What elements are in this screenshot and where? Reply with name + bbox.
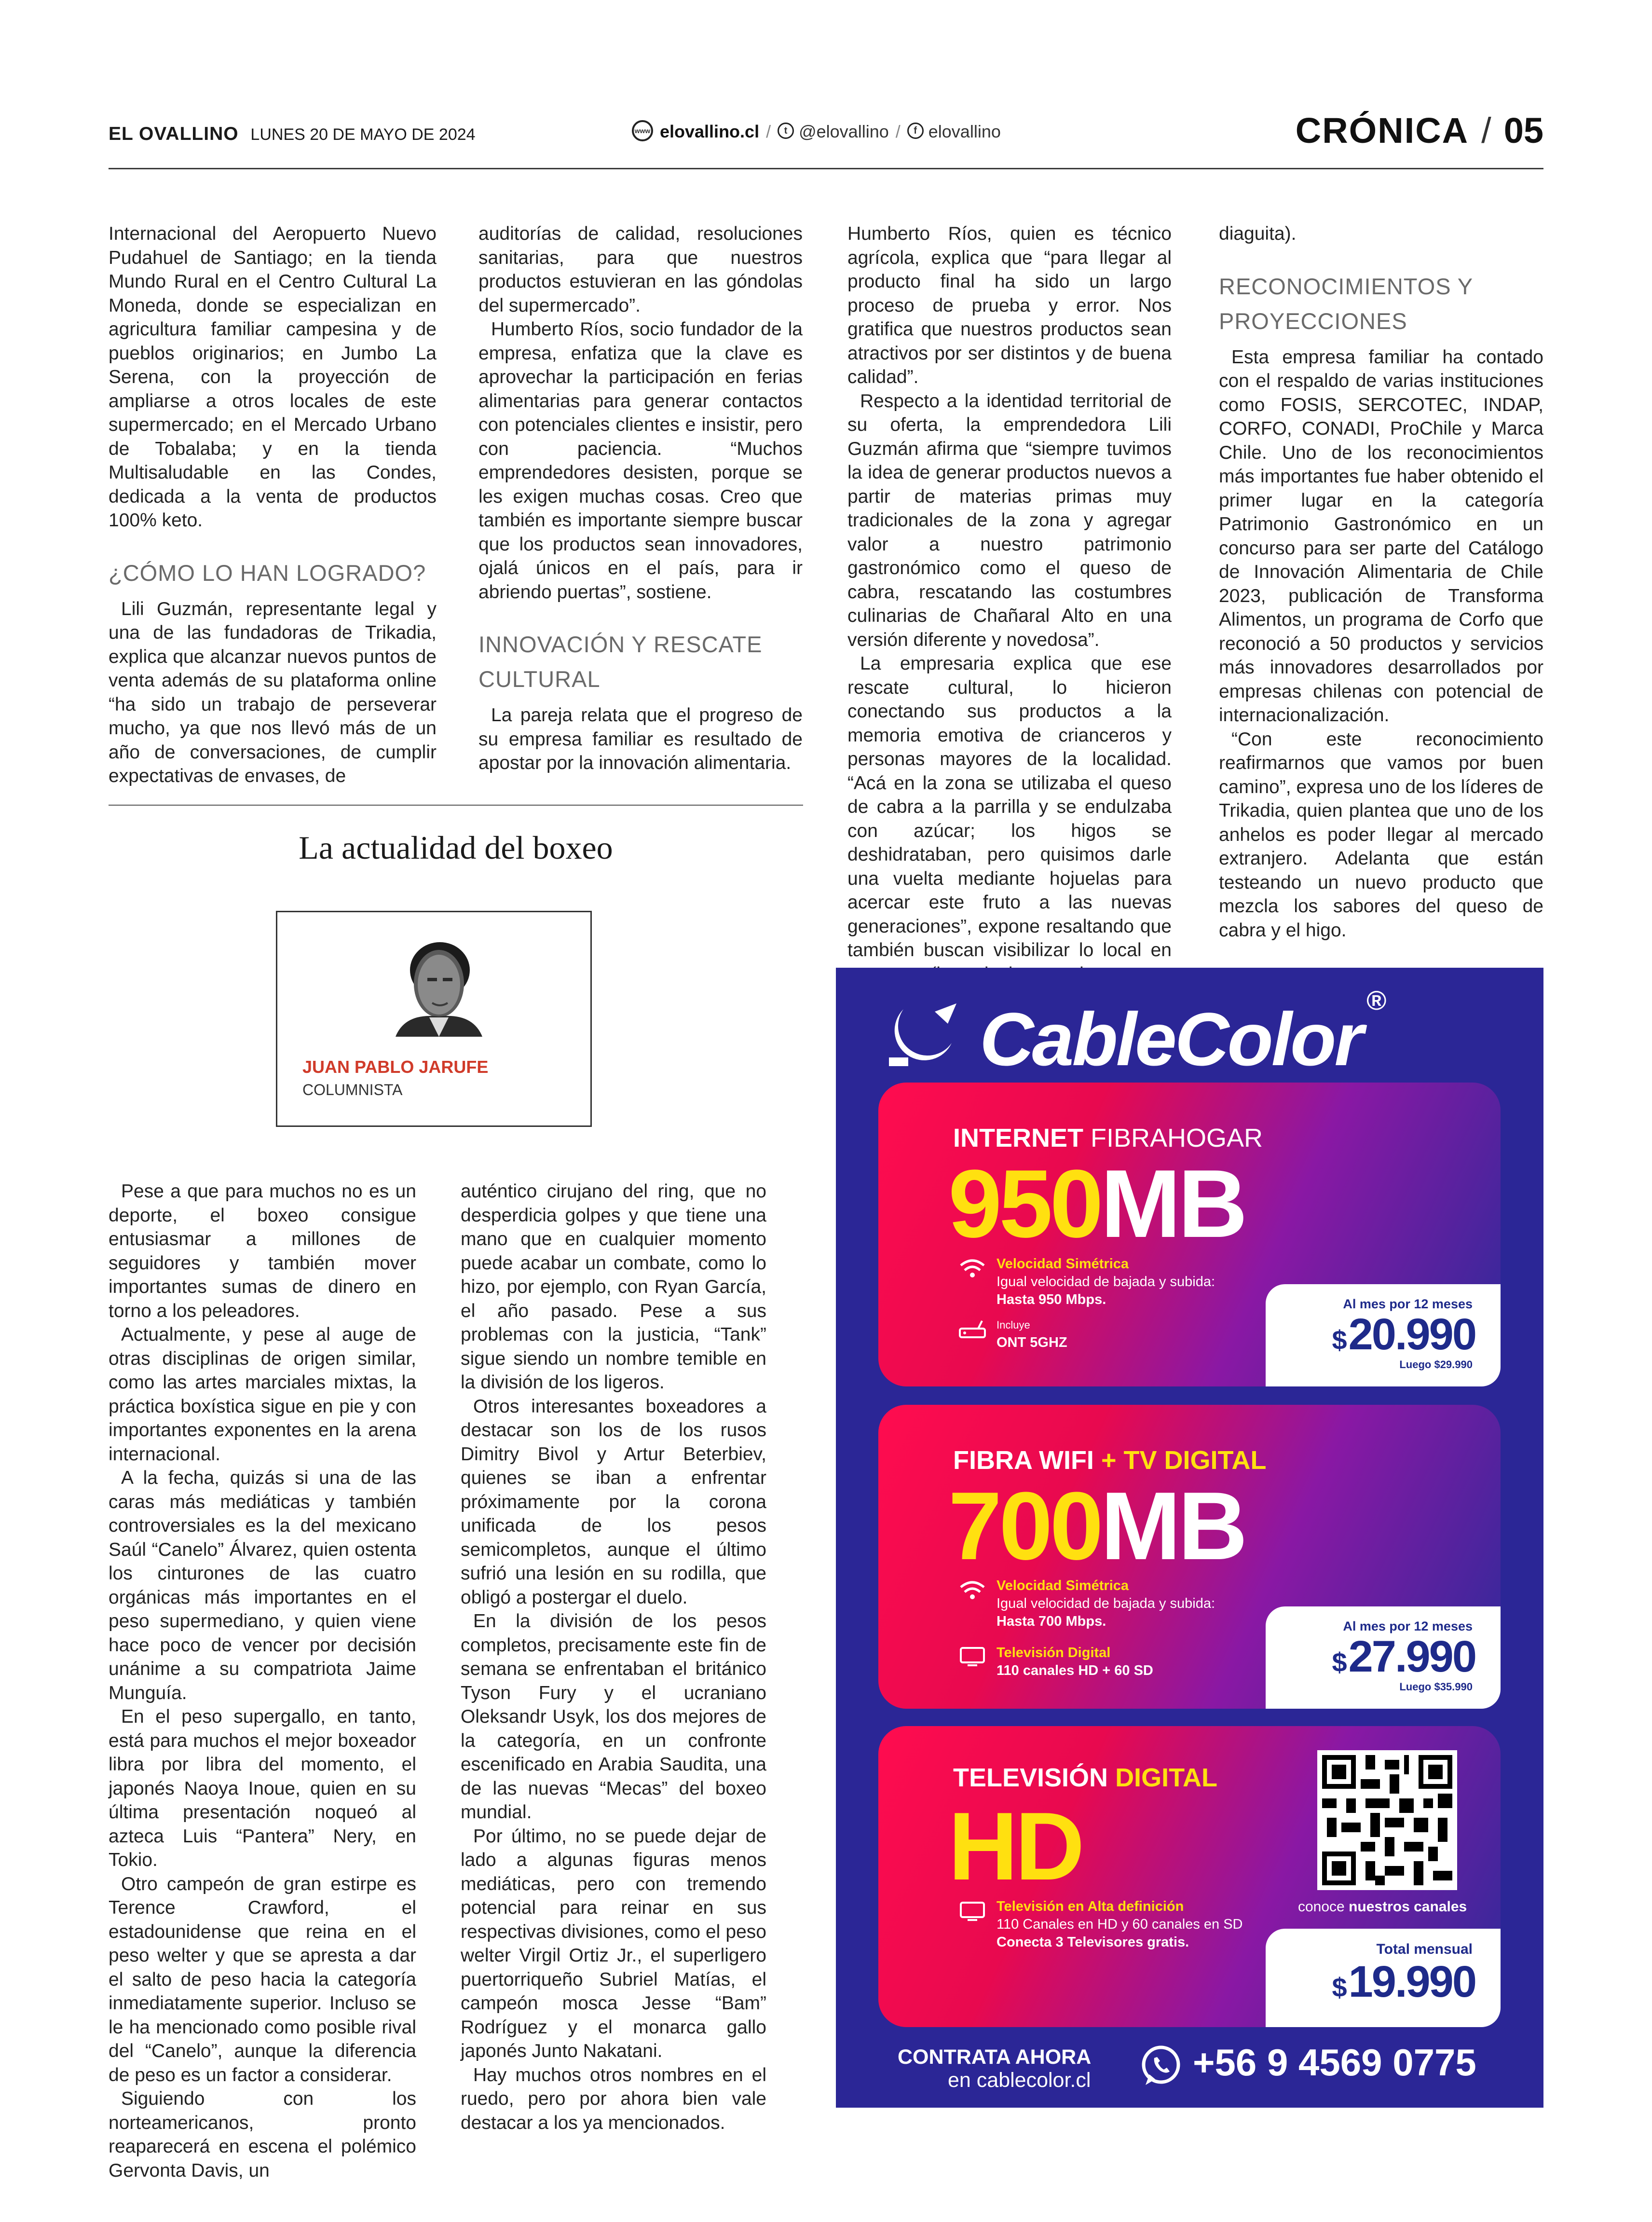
- paragraph: Otros interesantes boxeadores a destacar son los de los rusos Dimitry Bivol y Artur Beterbiev, quienes se iban a enfrentar próximamente por la corona unificada de los pesos semicompletos, aunque el último sufrió una lesión en su rodilla, que obligó a postergar el duelo.: [461, 1396, 766, 1608]
- feature-title: Televisión en Alta definición: [997, 1899, 1184, 1914]
- router-icon: [958, 1319, 987, 1340]
- brand-logo: [889, 985, 1497, 1082]
- offer-title-a: FIBRA WIFI: [953, 1446, 1094, 1475]
- publication-name: EL OVALLINO: [109, 123, 239, 144]
- feature-line: Igual velocidad de bajada y subida:: [997, 1596, 1215, 1611]
- offer-internet-950[interactable]: [878, 1083, 1501, 1386]
- author-card: [276, 911, 592, 1127]
- page-header: [109, 110, 1543, 170]
- price-amount: 19.990: [1348, 1957, 1475, 2006]
- offer-title-a: INTERNET: [953, 1124, 1083, 1152]
- article-column-1: [109, 222, 437, 788]
- twitter-handle[interactable]: @elovallino: [799, 122, 889, 141]
- offer-fibra-tv-700[interactable]: [878, 1405, 1501, 1709]
- offer-tv-hd[interactable]: [878, 1726, 1501, 2027]
- qr-caption-b: nuestros canales: [1349, 1899, 1467, 1915]
- price-currency: $: [1332, 1972, 1346, 2003]
- paragraph: auténtico cirujano del ring, que no desperdicia golpes y que tiene una mano que en cualquier momento puede acabar un combate, como lo hizo, por ejemplo, con Ryan García, el año pasado. Pese a sus problemas con la justicia, “Tank” sigue siendo un nombre temible en la división de los ligeros.: [461, 1181, 766, 1393]
- feature-title: Velocidad Simétrica: [997, 1256, 1129, 1272]
- feature-small: Incluye: [997, 1319, 1030, 1331]
- subheading: RECONOCIMIENTOS Y PROYECCIONES: [1219, 273, 1473, 334]
- price-box: [1266, 1929, 1501, 2027]
- facebook-icon: f: [907, 123, 924, 139]
- paragraph: Hay muchos otros nombres en el ruedo, pero por ahora bien vale destacar a los ya mencionados.: [461, 2064, 766, 2133]
- section-name: CRÓNICA: [1295, 110, 1469, 151]
- phone-number[interactable]: +56 9 4569 0775: [1193, 2041, 1476, 2084]
- paragraph: En la división de los pesos completos, precisamente este fin de semana se enfrentaban el británico Tyson Fury y el ucraniano Oleksandr Usyk, los dos mejores de la categoría, en un confronte escenificado en Arabia Saudita, una de las nuevas “Mecas” del boxeo mundial.: [461, 1611, 766, 1823]
- article-column-2: [478, 222, 803, 775]
- author-role: COLUMNISTA: [302, 1081, 403, 1098]
- www-globe-icon: www: [632, 120, 653, 141]
- feature-line: 110 Canales en HD y 60 canales en SD: [997, 1917, 1243, 1932]
- paragraph: Pese a que para muchos no es un deporte, el boxeo consigue entusiasmar a millones de seguidores y también mover importantes sumas de dinero en torno a los peleadores.: [109, 1181, 416, 1321]
- speed-unit: MB: [1100, 1472, 1245, 1580]
- feature-line: ONT 5GHZ: [997, 1335, 1067, 1350]
- article-column-4: [1219, 222, 1543, 942]
- paragraph: Siguiendo con los norteamericanos, pronto reaparecerá en escena el polémico Gervonta Davis, un: [109, 2088, 416, 2181]
- subheading: ¿CÓMO LO HAN LOGRADO?: [109, 560, 426, 586]
- website-link[interactable]: elovallino.cl: [660, 122, 760, 141]
- header-rule: [109, 168, 1543, 169]
- cta-website[interactable]: en cablecolor.cl: [948, 2069, 1091, 2092]
- paragraph: Respecto a la identidad territorial de su oferta, la emprendedora Lili Guzmán afirma que “siempre tuvimos la idea de generar productos nuevos a partir de materias primas muy tradicionales de la zona y agregar valor a nuestro patrimonio gastronómico como el queso de cabra, rescatando las costumbres culinarias de Chañaral Alto en una versión diferente y novedosa”.: [847, 390, 1172, 650]
- paragraph: “Con este reconocimiento reafirmarnos que vamos por buen camino”, expresa uno de los líderes de Trikadia, quien plantea que uno de los anhelos es poder llegar al mercado extranjero. Adelanta que están testeando un nuevo producto que mezcla los sabores del queso de cabra y el higo.: [1219, 728, 1543, 941]
- paragraph: Otro campeón de gran estirpe es Terence Crawford, el estadounidense que reina en el peso welter y que se apresta a dar el salto de peso hacia la categoría inmediatamente superior. Incluso se le ha mencionado como posible rival del “Canelo”, aunque la diferencia de peso es un factor a considerar.: [109, 1873, 416, 2085]
- paragraph: Lili Guzmán, representante legal y una de las fundadoras de Trikadia, explica que alcanzar nuevos puntos de venta además de su plataforma online “ha sido un trabajo de perseverar mucho, ya que nos llevó más de un año de conversaciones, de cumplir expectativas de envases, de: [109, 598, 437, 786]
- author-portrait: [386, 935, 492, 1037]
- feature-line: Hasta 700 Mbps.: [997, 1614, 1106, 1629]
- qr-pattern: [1317, 1750, 1457, 1890]
- cablecolor-advertisement[interactable]: [836, 968, 1543, 2108]
- social-links: www elovallino.cl / t @elovallino / f elovallino: [632, 122, 1001, 143]
- price-label: Al mes por 12 meses: [1343, 1297, 1473, 1311]
- feature-line: Igual velocidad de bajada y subida:: [997, 1274, 1215, 1289]
- paragraph: Humberto Ríos, quien es técnico agrícola, explica que “para llegar al producto final ha sido un largo proceso de prueba y error. Nos gratifica que nuestros productos sean atractivos por ser distintos y de buena calidad”.: [847, 223, 1172, 387]
- price-label: Total mensual: [1376, 1941, 1473, 1957]
- feature-line: Conecta 3 Televisores gratis.: [997, 1934, 1189, 1950]
- paragraph: Humberto Ríos, socio fundador de la empresa, enfatiza que la clave es aprovechar la participación en ferias alimentarias para generar contactos con potenciales clientes e insistir, pero con paciencia. “Muchos emprendedores desisten, porque se les exigen muchas cosas. Creo que también es importante siempre buscar que los productos sean innovadores, ojalá únicos en el país, para ir abriendo puertas”, sostiene.: [478, 319, 803, 603]
- speed-unit: MB: [1100, 1150, 1245, 1258]
- subheading: INNOVACIÓN Y RESCATE CULTURAL: [478, 631, 763, 692]
- registered-mark: ®: [1366, 985, 1385, 1015]
- speed-number: 950: [948, 1150, 1101, 1258]
- price-label: Al mes por 12 meses: [1343, 1619, 1473, 1633]
- issue-date: LUNES 20 DE MAYO DE 2024: [250, 125, 476, 144]
- price-box: [1266, 1284, 1501, 1386]
- tv-icon: [958, 1646, 987, 1667]
- paragraph: Actualmente, y pese al auge de otras disciplinas de origen similar, como las artes marciales mixtas, la práctica boxística sigue en pie y con importantes exponentes en la arena internacional.: [109, 1324, 416, 1465]
- price-currency: $: [1332, 1325, 1346, 1355]
- offer-title-a: TELEVISIÓN: [953, 1763, 1108, 1792]
- paragraph: En el peso supergallo, en tanto, está para muchos el mejor boxeador libra por libra del momento, el japonés Naoya Inoue, quien en su última presentación noqueó al azteca Luis “Pantera” Nery, en Tokio.: [109, 1706, 416, 1870]
- column-title: La actualidad del boxeo: [299, 829, 613, 866]
- feature-title: Televisión Digital: [997, 1645, 1111, 1660]
- feature-line: Hasta 950 Mbps.: [997, 1292, 1106, 1307]
- article-column-3: [847, 222, 1172, 986]
- qr-caption: [1298, 1899, 1467, 1915]
- section-heading: CRÓNICA / 05: [1295, 110, 1543, 151]
- paragraph: A la fecha, quizás si una de las caras más mediáticas y también controversiales es la del mexicano Saúl “Canelo” Álvarez, quien ostenta los cinturones de las cuatro orgánicas más importantes en el peso supermediano, y quien viene hace poco de vencer por decisión unánime a su compatriota Jaime Munguía.: [109, 1468, 416, 1703]
- price-later: Luego $29.990: [1399, 1358, 1473, 1371]
- wifi-icon: [958, 1258, 987, 1279]
- paragraph: Por último, no se puede dejar de lado a algunas figuras menos mediáticas, pero con tremendo potencial para reinar en sus respectivas divisiones, como el peso welter Virgil Ortiz Jr., el superligero puertorriqueño Subriel Matías, el campeón mosca Jesse “Bam” Rodríguez y el monarca gallo japonés Junto Nakatani.: [461, 1825, 766, 2061]
- whatsapp-icon: [1139, 2044, 1183, 2088]
- masthead: [109, 123, 476, 145]
- twitter-icon: t: [778, 123, 794, 139]
- author-name: JUAN PABLO JARUFE: [302, 1057, 489, 1077]
- tv-icon: [958, 1901, 987, 1922]
- facebook-handle[interactable]: elovallino: [928, 122, 1001, 141]
- price-currency: $: [1332, 1647, 1346, 1677]
- page-number: 05: [1503, 110, 1543, 151]
- paragraph: auditorías de calidad, resoluciones sanitarias, para que nuestros productos estuvieran en las góndolas del supermercado”.: [478, 223, 803, 316]
- qr-code[interactable]: [1317, 1750, 1457, 1890]
- paragraph: Internacional del Aeropuerto Nuevo Pudahuel de Santiago; en la tienda Mundo Rural en el Centro Cultural La Moneda, donde se especializan en agricultura familiar campesina y de pueblos originarios; en Jumbo La Serena, con la proyección de ampliarse a otros locales de este supermercado; en el Mercado Urbano de Tobalaba; y en la tienda Multisaludable en las Condes, dedicada a la venta de productos 100% keto.: [109, 223, 437, 531]
- brand-name: CableColor: [980, 998, 1362, 1082]
- paragraph: Esta empresa familiar ha contado con el respaldo de varias instituciones como FOSIS, SERCOTEC, INDAP, CORFO, CONADI, ProChile y Marca Chile. Uno de los reconocimientos más importantes fue haber obtenido el primer lugar en la categoría Patrimonio Gastronómico en un concurso para ser parte del Catálogo de Innovación Alimentaria de Chile 2023, publicación de Transforma Alimentos, un programa de Corfo que reconoció a 50 productos y servicios más innovadores desarrollados por empresas chilenas con potencial de internacionalización.: [1219, 346, 1543, 726]
- offer-title-b: FIBRAHOGAR: [1091, 1124, 1263, 1152]
- cta-heading: CONTRATA AHORA: [898, 2045, 1092, 2069]
- wifi-icon: [958, 1579, 987, 1601]
- price-box: [1266, 1606, 1501, 1709]
- price-later: Luego $35.990: [1399, 1681, 1473, 1693]
- cablecolor-logo-icon: [889, 1000, 961, 1072]
- offer-title-b: + TV DIGITAL: [1101, 1446, 1267, 1475]
- feature-line: 110 canales HD + 60 SD: [997, 1663, 1153, 1678]
- paragraph: La empresaria explica que ese rescate cultural, lo hicieron conectando sus productos a la memoria emotiva de crianceros y personas mayores de la localidad. “Acá en la zona se utilizaba el queso de cabra a la parrilla y se endulzaba con azúcar; los higos se deshidrataban, pero quisimos darle una vuelta mediante hojuelas para acercar este fruto a las nuevas generaciones”, expone resaltando que también buscan visibilizar lo local en: [847, 653, 1172, 960]
- price-amount: 27.990: [1348, 1632, 1475, 1681]
- section-divider: [109, 805, 803, 806]
- offer-title-b: DIGITAL: [1115, 1763, 1218, 1792]
- column-text-2: [461, 1180, 766, 2135]
- column-text-1: [109, 1180, 416, 2182]
- qr-caption-a: conoce: [1298, 1899, 1345, 1915]
- price-amount: 20.990: [1348, 1310, 1475, 1359]
- feature-title: Velocidad Simétrica: [997, 1578, 1129, 1593]
- paragraph: diaguita).: [1219, 223, 1297, 244]
- paragraph: La pareja relata que el progreso de su empresa familiar es resultado de apostar por la innovación alimentaria.: [478, 705, 803, 773]
- speed-number: 700: [948, 1472, 1101, 1580]
- hd-label: HD: [948, 1793, 1082, 1900]
